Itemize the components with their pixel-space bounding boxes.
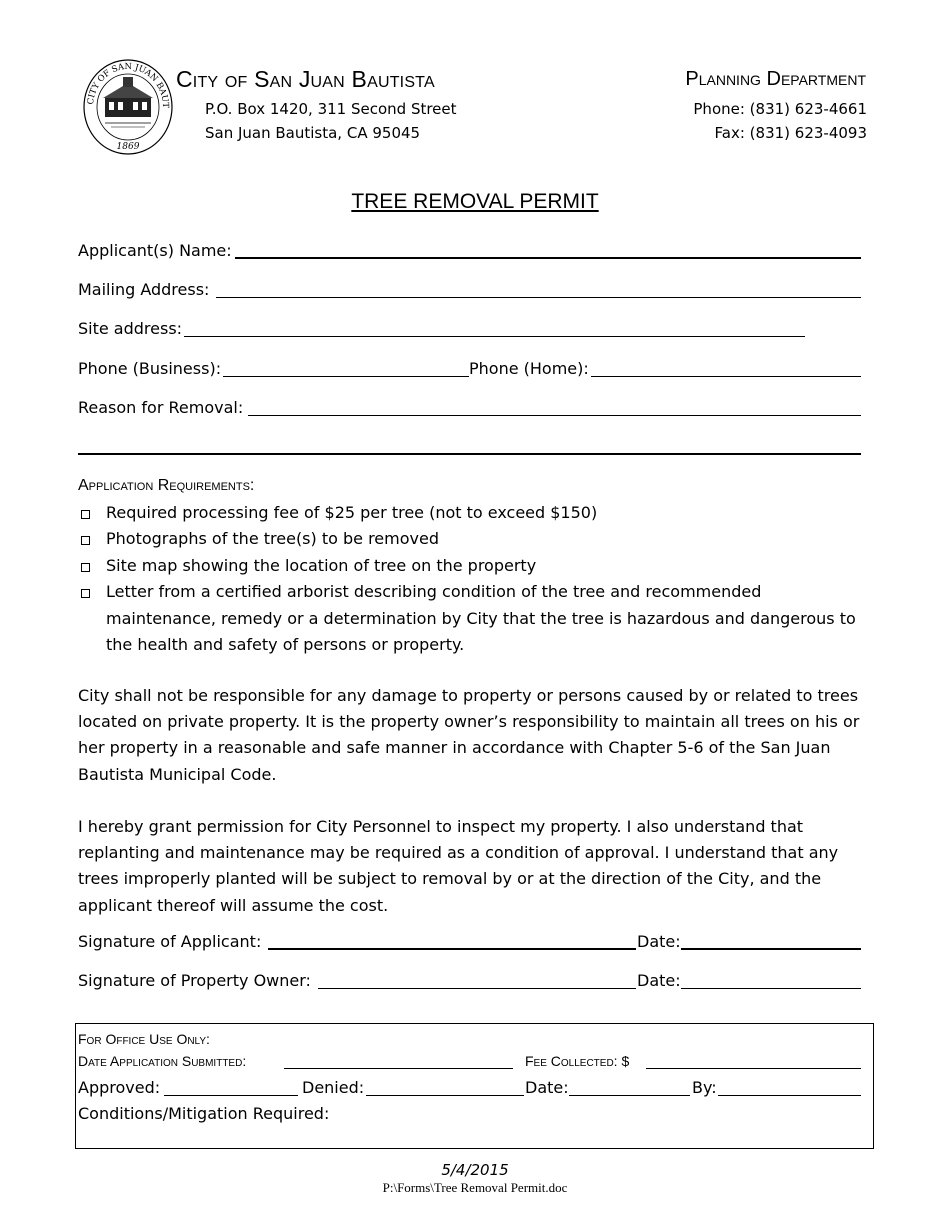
denied-label: Denied: bbox=[302, 1078, 365, 1097]
svg-text:CITY OF SAN JUAN BAUTISTA: CITY OF SAN JUAN BAUT bbox=[85, 61, 171, 109]
conditions-label: Conditions/Mitigation Required: bbox=[78, 1104, 330, 1123]
checkbox-bullet-icon bbox=[81, 510, 90, 519]
by-label: By: bbox=[692, 1078, 717, 1097]
checkbox-bullet-icon bbox=[81, 563, 90, 572]
checkbox-bullet-icon bbox=[81, 589, 90, 598]
applicant-signature-label: Signature of Applicant: bbox=[78, 932, 262, 951]
form-title: TREE REMOVAL PERMIT bbox=[351, 190, 599, 213]
permission-paragraph: I hereby grant permission for City Personnel to inspect my property. I also understand that replanting and maintenance may be required as a condition of approval. I understand that any trees improperly planted will be subject to removal by or at the direction of the City, and the applicant thereof will assume the cost. bbox=[78, 817, 839, 915]
office-use-heading: For Office Use Only: bbox=[78, 1031, 210, 1047]
applicant-signature-field[interactable] bbox=[268, 948, 636, 950]
fee-collected-field[interactable] bbox=[646, 1068, 861, 1069]
address-line-1: P.O. Box 1420, 311 Second Street bbox=[205, 100, 457, 118]
phone-business-label: Phone (Business): bbox=[78, 359, 222, 378]
owner-date-label: Date: bbox=[637, 971, 681, 990]
date-submitted-label: Date Application Submitted: bbox=[78, 1053, 247, 1069]
city-name: City of San Juan Bautista bbox=[176, 66, 435, 92]
mailing-address-label: Mailing Address: bbox=[78, 280, 210, 299]
owner-signature-field[interactable] bbox=[318, 988, 636, 989]
fee-collected-label: Fee Collected: $ bbox=[525, 1053, 630, 1069]
list-item: Letter from a certified arborist describing condition of the tree and recommended maintenance, remedy or a determination by City that the tree is hazardous and dangerous to the health and safety of persons or property. bbox=[78, 579, 868, 658]
site-address-label: Site address: bbox=[78, 319, 183, 338]
site-address-field[interactable] bbox=[184, 336, 805, 337]
office-date-field[interactable] bbox=[569, 1095, 690, 1096]
phone-business-field[interactable] bbox=[223, 376, 469, 377]
checkbox-bullet-icon bbox=[81, 536, 90, 545]
phone-home-field[interactable] bbox=[591, 376, 861, 377]
date-submitted-field[interactable] bbox=[284, 1068, 513, 1069]
list-item: Required processing fee of $25 per tree (not to exceed $150) bbox=[78, 500, 868, 526]
approved-label: Approved: bbox=[78, 1078, 161, 1097]
applicant-name-label: Applicant(s) Name: bbox=[78, 241, 232, 260]
owner-signature-label: Signature of Property Owner: bbox=[78, 971, 311, 990]
phone-number: Phone: (831) 623-4661 bbox=[693, 100, 867, 118]
list-item: Photographs of the tree(s) to be removed bbox=[78, 526, 868, 552]
owner-date-field[interactable] bbox=[681, 988, 861, 989]
footer-file-path: P:\Forms\Tree Removal Permit.doc bbox=[382, 1180, 568, 1195]
list-item: Site map showing the location of tree on the property bbox=[78, 553, 868, 579]
approved-field[interactable] bbox=[164, 1095, 298, 1096]
footer-date: 5/4/2015 bbox=[441, 1161, 509, 1179]
reason-label: Reason for Removal: bbox=[78, 398, 244, 417]
address-line-2: San Juan Bautista, CA 95045 bbox=[205, 124, 421, 142]
fax-number: Fax: (831) 623-4093 bbox=[714, 124, 867, 142]
mailing-address-field[interactable] bbox=[216, 297, 861, 298]
department-name: Planning Department bbox=[685, 68, 866, 90]
applicant-date-field[interactable] bbox=[681, 948, 861, 950]
reason-field[interactable] bbox=[248, 415, 861, 416]
phone-home-label: Phone (Home): bbox=[469, 359, 589, 378]
requirements-heading: Application Requirements: bbox=[78, 477, 255, 494]
denied-field[interactable] bbox=[366, 1095, 524, 1096]
requirements-list bbox=[78, 500, 868, 658]
liability-paragraph: City shall not be responsible for any damage to property or persons caused by or related to trees located on private property. It is the property owner’s responsibility to maintain all trees on his or her property in a reasonable and safe manner in accordance with Chapter 5-6 of the San Juan Bautista Municipal Code. bbox=[78, 686, 860, 784]
svg-text:1869: 1869 bbox=[116, 142, 140, 152]
by-field[interactable] bbox=[718, 1095, 861, 1096]
office-date-label: Date: bbox=[525, 1078, 569, 1097]
applicant-name-field[interactable] bbox=[235, 257, 861, 259]
reason-field-continued[interactable] bbox=[78, 453, 861, 455]
applicant-date-label: Date: bbox=[637, 932, 681, 951]
city-seal-logo bbox=[81, 55, 175, 155]
